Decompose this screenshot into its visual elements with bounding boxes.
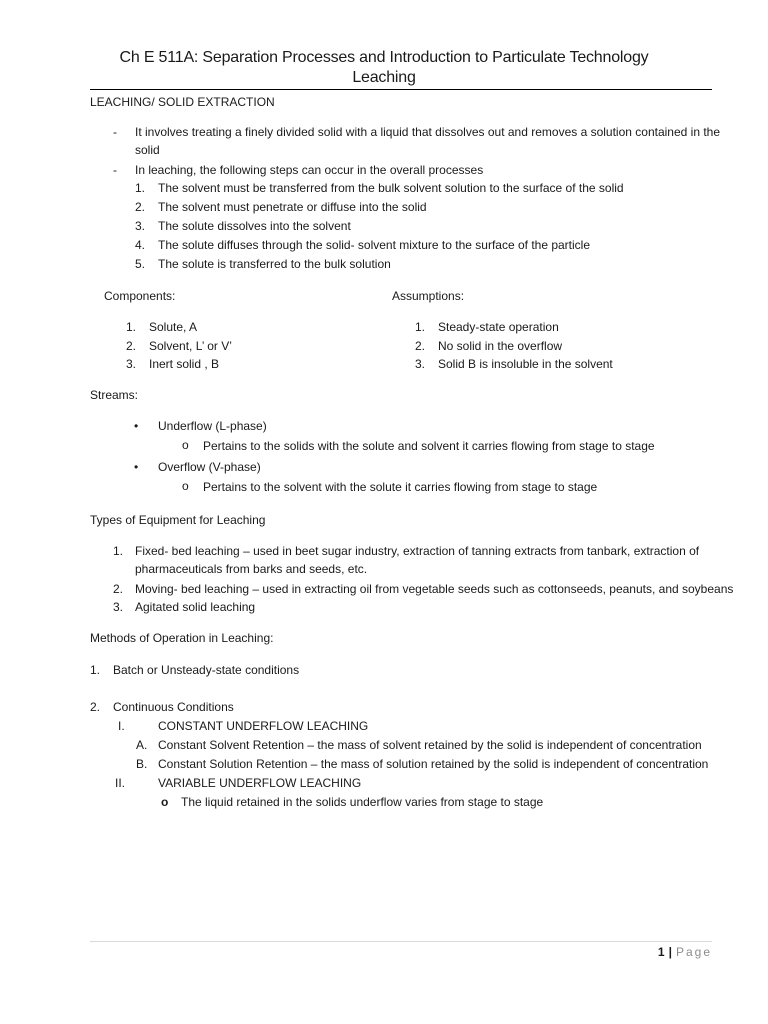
step-item: The solute dissolves into the solvent [158, 219, 351, 233]
letter-marker: A. [136, 738, 148, 752]
step-number: 1. [135, 181, 146, 195]
intro-bullet-1: It involves treating a finely divided solid with a liquid that dissolves out and removes a solution contained in the [135, 125, 721, 139]
equipment-label: Types of Equipment for Leaching [90, 513, 266, 527]
component-item: Solvent, L’ or V’ [149, 339, 232, 353]
step-number: 3. [135, 219, 146, 233]
header-rule [90, 89, 712, 90]
assumption-item: Steady-state operation [438, 320, 559, 334]
constant-solution-retention: Constant Solution Retention – the mass of solution retained by the solid is independent of concentration [158, 757, 709, 771]
assumption-item: No solid in the overflow [438, 339, 563, 353]
circle-marker: o [182, 479, 189, 493]
equipment-number: 3. [113, 600, 124, 614]
dash-marker: - [113, 163, 117, 177]
dash-marker: - [113, 125, 117, 139]
bullet-marker: • [134, 419, 139, 433]
letter-marker: B. [136, 757, 148, 771]
step-item: The solute is transferred to the bulk solution [158, 257, 391, 271]
constant-underflow-title: CONSTANT UNDERFLOW LEACHING [158, 719, 369, 733]
footer-separator: | [668, 945, 672, 959]
roman-marker: I. [118, 719, 125, 733]
equipment-item-1-cont: pharmaceuticals from barks and seeds, etc. [135, 562, 368, 576]
assumption-number: 2. [415, 339, 426, 353]
component-number: 2. [126, 339, 137, 353]
component-item: Inert solid , B [149, 357, 220, 371]
assumption-number: 1. [415, 320, 426, 334]
equipment-item-1: Fixed- bed leaching – used in beet sugar industry, extraction of tanning extracts from tanbark, extraction of [135, 544, 700, 558]
circle-marker: o [182, 438, 189, 452]
stream-overflow-desc: Pertains to the solvent with the solute it carries flowing from stage to stage [203, 480, 598, 494]
footer-rule [90, 941, 712, 942]
method-batch: Batch or Unsteady-state conditions [113, 663, 300, 677]
section-heading: LEACHING/ SOLID EXTRACTION [90, 95, 275, 109]
equipment-item-2: Moving- bed leaching – used in extracting oil from vegetable seeds such as cottonseeds, peanuts, and soybeans [135, 582, 734, 596]
document-subtitle: Leaching [352, 69, 416, 86]
circle-marker: o [161, 795, 169, 809]
bullet-marker: • [134, 460, 139, 474]
constant-solvent-retention: Constant Solvent Retention – the mass of solvent retained by the solid is independent of concentration [158, 738, 702, 752]
step-item: The solvent must be transferred from the bulk solvent solution to the surface of the solid [158, 181, 624, 195]
page-footer [658, 944, 712, 960]
assumption-item: Solid B is insoluble in the solvent [438, 357, 613, 371]
stream-overflow: Overflow (V-phase) [158, 460, 261, 474]
equipment-item-3: Agitated solid leaching [135, 600, 256, 614]
step-item: The solute diffuses through the solid- solvent mixture to the surface of the particle [158, 238, 591, 252]
step-number: 2. [135, 200, 146, 214]
stream-underflow: Underflow (L-phase) [158, 419, 267, 433]
variable-underflow-title: VARIABLE UNDERFLOW LEACHING [158, 776, 362, 790]
step-number: 5. [135, 257, 146, 271]
variable-underflow-desc: The liquid retained in the solids underflow varies from stage to stage [181, 795, 544, 809]
component-item: Solute, A [149, 320, 198, 334]
component-number: 3. [126, 357, 137, 371]
roman-marker: II. [115, 776, 126, 790]
stream-underflow-desc: Pertains to the solids with the solute and solvent it carries flowing from stage to stage [203, 439, 655, 453]
equipment-number: 1. [113, 544, 124, 558]
step-number: 4. [135, 238, 146, 252]
methods-label: Methods of Operation in Leaching: [90, 631, 274, 645]
assumptions-label: Assumptions: [392, 289, 465, 303]
intro-bullet-1-cont: solid [135, 143, 160, 157]
page-label: Page [675, 945, 712, 959]
method-number: 1. [90, 663, 101, 677]
assumption-number: 3. [415, 357, 426, 371]
step-item: The solvent must penetrate or diffuse into the solid [158, 200, 427, 214]
components-label: Components: [104, 289, 176, 303]
component-number: 1. [126, 320, 137, 334]
streams-label: Streams: [90, 388, 139, 402]
document-title: Ch E 511A: Separation Processes and Introduction to Particulate Technology [119, 49, 649, 66]
method-number: 2. [90, 700, 101, 714]
method-continuous: Continuous Conditions [113, 700, 234, 714]
equipment-number: 2. [113, 582, 124, 596]
intro-bullet-2: In leaching, the following steps can occur in the overall processes [135, 163, 484, 177]
page-number: 1 [657, 945, 665, 959]
